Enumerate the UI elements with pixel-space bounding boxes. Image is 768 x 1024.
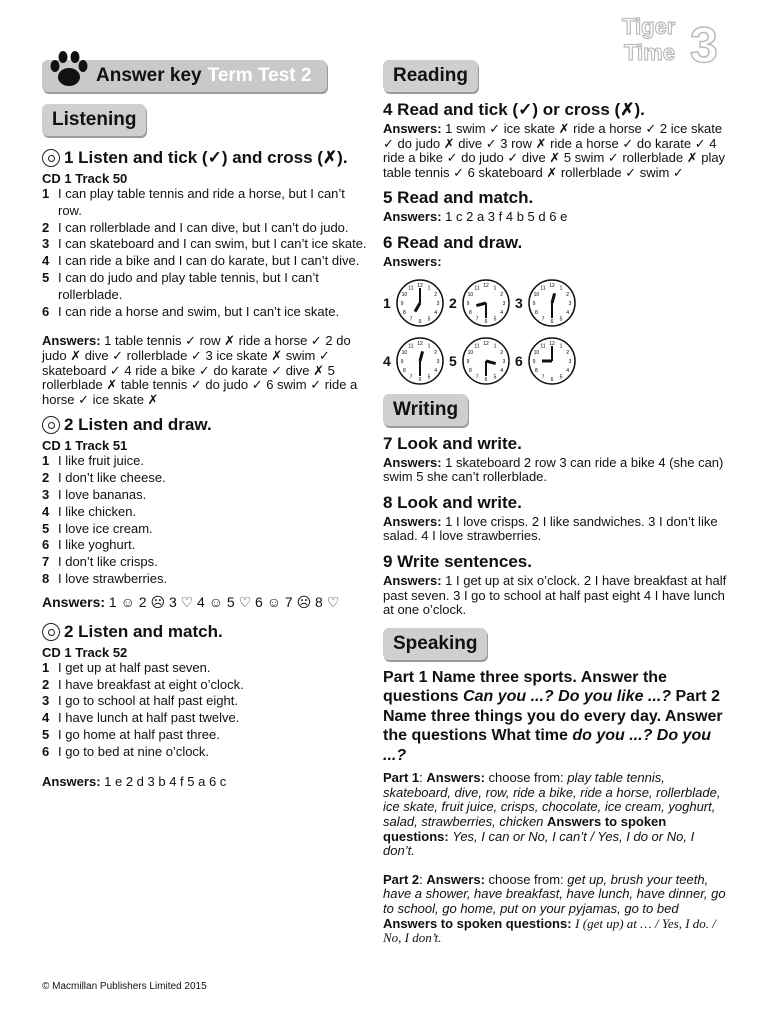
speaking-questions xyxy=(383,668,728,766)
ex3-answers-text: 1 e 2 d 3 b 4 f 5 a 6 c xyxy=(104,773,227,789)
ex5-answers-text: 1 c 2 a 3 f 4 b 5 d 6 e xyxy=(445,209,568,225)
clock-digit: 12 xyxy=(549,282,555,289)
clock-digit: 6 xyxy=(484,376,488,383)
clock-digit: 10 xyxy=(401,291,408,298)
item-text: I can do judo and play table tennis, but I can’t rollerblade. xyxy=(58,269,319,302)
logo-word-tiger: Tiger xyxy=(622,14,676,39)
cd-icon xyxy=(42,416,60,434)
item-number: 3 xyxy=(42,236,50,252)
reading-heading: Reading xyxy=(383,60,478,92)
item-text: I can ride a bike and I can do karate, but I can’t dive. xyxy=(58,253,360,269)
clock-digit: 1 xyxy=(427,342,431,349)
clock-digit: 2 xyxy=(500,291,503,298)
item-text: I go to bed at nine o’clock. xyxy=(58,743,210,759)
part2-question-italic: do you ...? Do you ...? xyxy=(383,727,711,764)
clock-face xyxy=(461,336,511,386)
ex1-answers xyxy=(42,334,367,407)
clock-digit: 7 xyxy=(541,316,545,323)
ex2-track: CD 1 Track 51 xyxy=(42,438,128,454)
clock-digit: 8 xyxy=(469,367,472,374)
clock-digit: 9 xyxy=(532,358,536,365)
clock-number: 6 xyxy=(515,352,523,369)
item-number: 4 xyxy=(42,710,50,726)
item-number: 5 xyxy=(42,726,50,742)
clock-digit: 3 xyxy=(436,300,440,307)
clock-digit: 9 xyxy=(466,300,470,307)
list-item xyxy=(42,470,367,487)
list-item xyxy=(42,270,367,304)
clock-digit: 1 xyxy=(559,284,563,291)
ex2-title-text: 2 Listen and draw. xyxy=(64,415,212,435)
part1-list: play table tennis, skateboard, dive, row, ride a bike, ride a horse, rollerblade, ice skate, fruit juice, crisps, chocolate, ice cream, yoghurt, salad, strawberries, chicken xyxy=(383,770,721,829)
item-text: I get up at half past seven. xyxy=(58,659,211,675)
clock-digit: 5 xyxy=(493,374,497,381)
ex2-list xyxy=(42,453,367,587)
item-number: 2 xyxy=(42,470,50,486)
clock-digit: 3 xyxy=(568,358,572,365)
clock-face xyxy=(461,278,511,328)
part2-answers: Part 2: Answers: choose from: get up, brush your teeth, have a shower, have breakfast, have lunch, have dinner, go to school, go home, put on your pyjamas, go to bed Answers to spoken questions: I (get up) at … / Yes, I do. / No, I don’t. xyxy=(383,871,726,946)
clock-digit: 1 xyxy=(493,342,497,349)
clock-face xyxy=(527,336,577,386)
item-number: 1 xyxy=(42,659,50,675)
clock-digit: 10 xyxy=(467,349,474,356)
clock-digit: 5 xyxy=(559,374,563,381)
clock-digit: 1 xyxy=(427,284,431,291)
answers-label: Answers: xyxy=(383,572,442,588)
part1-question: Part 1 Name three sports. Answer the questions xyxy=(383,668,667,706)
clock-digit: 7 xyxy=(409,374,413,381)
answers-label: Answers: xyxy=(42,333,101,349)
item-text: I like chicken. xyxy=(58,503,137,519)
list-item xyxy=(42,554,367,571)
item-number: 5 xyxy=(42,520,50,536)
answers-label: Answers: xyxy=(42,593,106,610)
item-text: I can play table tennis and ride a horse, but I can’t row. xyxy=(58,186,345,218)
ex5-title: 5 Read and match. xyxy=(383,188,534,208)
spoken-label: Answers to spoken questions: xyxy=(383,814,667,844)
item-number: 5 xyxy=(42,269,50,285)
cd-icon xyxy=(42,149,60,167)
list-item xyxy=(42,504,367,521)
clock-digit: 6 xyxy=(550,376,554,383)
clock-face xyxy=(395,278,445,328)
item-number: 6 xyxy=(42,743,50,759)
clock-digit: 8 xyxy=(403,367,406,374)
term-label: Term Test 2 xyxy=(207,65,312,86)
item-number: 6 xyxy=(42,537,50,553)
clock-digit: 6 xyxy=(418,376,422,383)
ex6-title: 6 Read and draw. xyxy=(383,232,523,252)
ex5-answers xyxy=(383,210,728,225)
ex7-answers xyxy=(383,456,728,485)
item-number: 4 xyxy=(42,253,50,269)
ex7-answers-text: 1 skateboard 2 row 3 can ride a bike 4 (she can) swim 5 she can’t rollerblade. xyxy=(383,454,724,485)
clock-digit: 6 xyxy=(484,318,488,325)
clock-digit: 11 xyxy=(540,342,546,349)
listening-heading: Listening xyxy=(42,104,146,136)
ex6-answers xyxy=(383,255,728,270)
part2-question: Part 2 Name three things you do every day. Answer the questions What time xyxy=(383,688,723,745)
clock-digit: 9 xyxy=(400,358,404,365)
item-text: I like fruit juice. xyxy=(58,453,144,469)
answers-label: Answers: xyxy=(426,871,485,887)
list-item xyxy=(42,727,367,744)
logo-level: 3 xyxy=(690,17,718,68)
item-text: I have breakfast at eight o’clock. xyxy=(58,676,244,692)
item-text: I love ice cream. xyxy=(58,520,153,536)
list-item xyxy=(42,521,367,538)
ex1-track: CD 1 Track 50 xyxy=(42,171,128,186)
clock-digit: 6 xyxy=(418,318,422,325)
list-item xyxy=(42,537,367,554)
ex1-title xyxy=(42,148,367,168)
clock-digit: 4 xyxy=(500,309,503,316)
list-item xyxy=(42,744,367,761)
item-text: I can rollerblade and I can dive, but I can’t do judo. xyxy=(58,219,349,235)
item-number: 7 xyxy=(42,554,50,570)
list-item xyxy=(42,453,367,470)
item-text: I don’t like crisps. xyxy=(58,554,158,570)
clock-digit: 9 xyxy=(532,300,536,307)
clock-digit: 9 xyxy=(400,300,404,307)
clock-digit: 10 xyxy=(533,349,540,356)
ex3-title-text: 2 Listen and match. xyxy=(64,621,223,641)
ex1-answers-text: 1 table tennis ✓ row ✗ ride a horse ✓ 2 do judo ✗ dive ✓ rollerblade ✓ 3 ice skate ✗ swim ✓ skateboard ✓ 4 ride a bike ✓ do karate ✓ dive ✗ 5 rollerblade ✗ table tennis ✓ do judo ✓ 6 swim ✓ ride a horse ✓ ice skate ✗ xyxy=(42,333,358,407)
list-item xyxy=(42,236,367,253)
clock-digit: 11 xyxy=(408,284,414,291)
list-item xyxy=(42,693,367,710)
paw-icon xyxy=(46,46,92,92)
clock-digit: 12 xyxy=(549,340,555,347)
clock-number: 2 xyxy=(449,294,457,311)
clock-digit: 5 xyxy=(559,316,563,323)
clock-digit: 10 xyxy=(401,349,408,356)
clock-digit: 8 xyxy=(535,367,538,374)
clock-digit: 12 xyxy=(417,340,423,347)
ex7-title: 7 Look and write. xyxy=(383,433,522,453)
clock-digit: 11 xyxy=(474,342,480,349)
clock-row xyxy=(383,278,728,328)
answers-label: Answers: xyxy=(383,209,442,225)
clock-digit: 4 xyxy=(434,367,437,374)
item-number: 1 xyxy=(42,186,50,201)
ex9-answers xyxy=(383,574,728,618)
ex2-answers-text: 1 ☺ 2 ☹ 3 ♡ 4 ☺ 5 ♡ 6 ☺ 7 ☹ 8 ♡ xyxy=(108,593,340,610)
list-item xyxy=(42,571,367,588)
clock-digit: 2 xyxy=(500,349,503,356)
ex3-list xyxy=(42,660,367,761)
clock-digit: 2 xyxy=(566,349,569,356)
item-number: 4 xyxy=(42,503,50,519)
item-text: I can skateboard and I can swim, but I can’t ice skate. xyxy=(58,236,367,252)
spoken-label: Answers to spoken questions: xyxy=(383,915,572,931)
item-text: I like yoghurt. xyxy=(58,537,136,553)
part2-spoken: I (get up) at … / Yes, I do. / No, I don’t. xyxy=(383,915,716,946)
clock-digit: 4 xyxy=(500,367,503,374)
clock-face xyxy=(395,336,445,386)
clock-digit: 11 xyxy=(474,284,480,291)
ex3-answers xyxy=(42,775,367,790)
ex4-title: 4 Read and tick (✓) or cross (✗). xyxy=(383,100,645,119)
clock-number: 5 xyxy=(449,352,457,369)
clock-digit: 3 xyxy=(436,358,440,365)
clock-row xyxy=(383,336,728,386)
clock-digit: 4 xyxy=(434,309,437,316)
ex9-answers-text: 1 I get up at six o’clock. 2 I have breakfast at half past seven. 3 I go to school at half past eight 4 I have lunch at one o’clock. xyxy=(383,572,727,618)
item-text: I go to school at half past eight. xyxy=(58,693,238,709)
clock-digit: 2 xyxy=(434,349,437,356)
ex8-title: 8 Look and write. xyxy=(383,492,522,512)
cd-icon xyxy=(42,623,60,641)
answers-label: Answers: xyxy=(42,773,101,789)
item-number: 2 xyxy=(42,219,50,235)
list-item xyxy=(42,660,367,677)
answers-label: Answers: xyxy=(383,121,442,136)
clock-digit: 11 xyxy=(408,342,414,349)
list-item xyxy=(42,186,367,220)
clock-number: 1 xyxy=(383,294,391,311)
item-number: 3 xyxy=(42,486,50,502)
answer-key-label: Answer key xyxy=(96,65,202,86)
clock-digit: 2 xyxy=(434,291,437,298)
answers-label: Answers: xyxy=(426,770,485,786)
part1-label: Part 1 xyxy=(383,770,420,786)
clock-digit: 12 xyxy=(483,340,489,347)
choose-from: choose from: xyxy=(484,770,568,786)
item-text: I love strawberries. xyxy=(58,570,168,586)
ex8-answers-text: 1 I love crisps. 2 I like sandwiches. 3 I don’t like salad. 4 I love strawberries. xyxy=(383,513,718,544)
clock-digit: 9 xyxy=(466,358,470,365)
clock-digit: 5 xyxy=(427,316,431,323)
item-number: 2 xyxy=(42,676,50,692)
part2-list: get up, brush your teeth, have a shower, have breakfast, have lunch, have dinner, go to school, go home, put on your pyjamas, go to bed xyxy=(383,871,726,916)
ex2-title xyxy=(42,415,367,435)
item-number: 6 xyxy=(42,303,50,319)
ex4-answers-text: 1 swim ✓ ice skate ✗ ride a horse ✓ 2 ice skate ✓ do judo ✗ dive ✓ 3 row ✗ ride a horse ✓ do karate ✓ 4 ride a bike ✓ do judo ✓ dive ✗ 5 swim ✓ rollerblade ✗ play table tennis ✓ 6 skateboard ✗ rollerblade ✓ swim ✓ xyxy=(383,121,726,180)
ex2-answers xyxy=(42,592,367,612)
ex3-title xyxy=(42,622,367,642)
clock-digit: 10 xyxy=(533,291,540,298)
part2-label: Part 2 xyxy=(383,871,420,887)
clock-digit: 12 xyxy=(417,282,423,289)
left-column xyxy=(42,60,367,789)
list-item xyxy=(42,710,367,727)
clock-digit: 12 xyxy=(483,282,489,289)
list-item xyxy=(42,304,367,321)
clock-digit: 8 xyxy=(535,309,538,316)
item-number: 8 xyxy=(42,570,50,586)
part1-question-italic: Can you ...? Do you like ...? xyxy=(463,688,672,706)
clock-digit: 1 xyxy=(493,284,497,291)
answers-label: Answers: xyxy=(383,513,442,529)
list-item xyxy=(42,253,367,270)
clock-digit: 8 xyxy=(403,309,406,316)
clock-digit: 1 xyxy=(559,342,563,349)
part1-spoken: Yes, I can or No, I can’t / Yes, I do or No, I don’t. xyxy=(383,828,695,859)
item-text: I can ride a horse and swim, but I can’t ice skate. xyxy=(58,303,340,319)
copyright-footer: © Macmillan Publishers Limited 2015 xyxy=(42,981,207,992)
list-item xyxy=(42,487,367,504)
clock-grid xyxy=(383,278,728,386)
list-item xyxy=(42,677,367,694)
clock-digit: 4 xyxy=(566,309,569,316)
clock-digit: 8 xyxy=(469,309,472,316)
item-number: 3 xyxy=(42,693,50,709)
clock-digit: 7 xyxy=(541,374,545,381)
clock-number: 3 xyxy=(515,294,523,311)
item-text: I love bananas. xyxy=(58,486,147,502)
clock-face xyxy=(527,278,577,328)
clock-number: 4 xyxy=(383,352,391,369)
item-number: 1 xyxy=(42,453,50,469)
item-text: I go home at half past three. xyxy=(58,726,220,742)
ex4-answers xyxy=(383,122,728,180)
right-column xyxy=(383,60,728,946)
clock-digit: 5 xyxy=(493,316,497,323)
clock-digit: 3 xyxy=(502,300,506,307)
logo-word-time: Time xyxy=(624,40,675,65)
clock-digit: 5 xyxy=(427,374,431,381)
clock-digit: 7 xyxy=(409,316,413,323)
clock-digit: 6 xyxy=(550,318,554,325)
item-text: I don’t like cheese. xyxy=(58,470,166,486)
ex9-title: 9 Write sentences. xyxy=(383,551,532,571)
list-item xyxy=(42,220,367,237)
item-text: I have lunch at half past twelve. xyxy=(58,710,240,726)
answers-label: Answers: xyxy=(383,253,442,269)
choose-from: choose from: xyxy=(484,871,568,887)
writing-heading: Writing xyxy=(383,394,468,426)
part1-answers: Part 1: Answers: choose from: play table tennis, skateboard, dive, row, ride a bike, ride a horse, rollerblade, ice skate, fruit juice, crisps, chocolate, ice cream, yoghurt, salad, strawberries, chicken Answers to spoken questions: Yes, I can or No, I can’t / Yes, I do or No, I don’t. xyxy=(383,770,721,859)
answer-key-banner xyxy=(42,60,327,92)
clock-digit: 10 xyxy=(467,291,474,298)
clock-digit: 7 xyxy=(475,316,479,323)
ex8-answers xyxy=(383,515,728,544)
ex1-list xyxy=(42,186,367,320)
clock-digit: 4 xyxy=(566,367,569,374)
clock-digit: 11 xyxy=(540,284,546,291)
clock-digit: 3 xyxy=(502,358,506,365)
clock-digit: 2 xyxy=(566,291,569,298)
speaking-heading: Speaking xyxy=(383,628,487,660)
clock-digit: 3 xyxy=(568,300,572,307)
ex1-title-text: 1 Listen and tick (✓) and cross (✗). xyxy=(64,148,348,167)
ex3-track: CD 1 Track 52 xyxy=(42,644,128,660)
answers-label: Answers: xyxy=(383,454,442,470)
clock-digit: 7 xyxy=(475,374,479,381)
